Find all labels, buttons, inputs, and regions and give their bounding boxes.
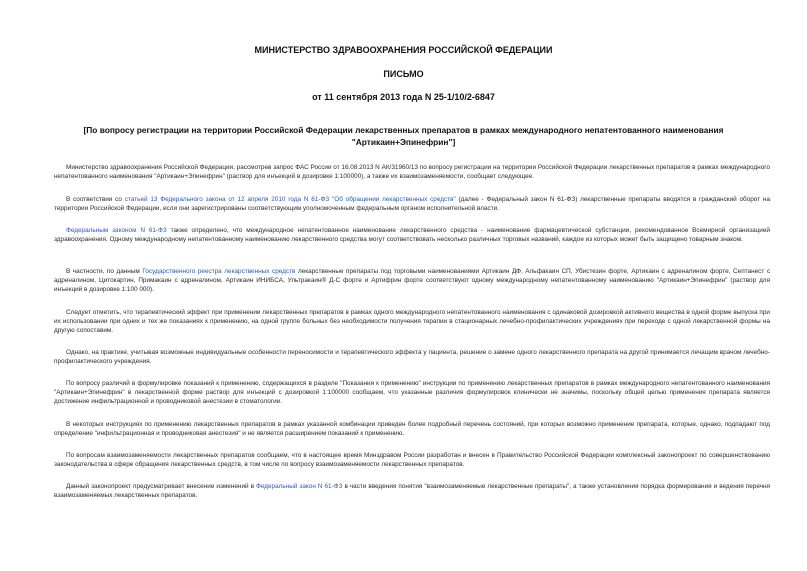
- paragraph-5: [54, 308, 770, 335]
- paragraph-4-text-a: В частности, по данным: [66, 268, 143, 275]
- paragraph-8-text: В некоторых инструкциях по применению лекарственных препаратов в рамках указанной комбинации приведен более подробный перечень состояний, при которых возможно применение препарата, которые, однако, подпадают под определение "инфильтрационная и проводниковая анестезия" и не является расширением показаний к применению.: [54, 421, 770, 437]
- paragraph-6: [54, 348, 770, 366]
- ministry-heading: МИНИСТЕРСТВО ЗДРАВООХРАНЕНИЯ РОССИЙСКОЙ ФЕДЕРАЦИИ: [254, 45, 553, 55]
- paragraph-3: [54, 226, 770, 244]
- paragraph-10-text-b: в части введения понятия "взаимозаменяемые лекарственные препараты", а также установления порядка формирования и ведения перечня взаимозаменяемых лекарственных препаратов.: [54, 483, 771, 499]
- paragraph-7-text: По вопросу различий в формулировке показаний к применению, содержащихся в разделе "Показания к применению" инструкции по применению лекарственных препаратов в рамках международного непатентованного наименования "Артикаин+Эпинефрин" в лекарственной форме раствор для инъекций с дозировкой 1:100000 сообщаем, что указанные различия формулировок клинически не значимы, поскольку общей целью применения препарата является достижение инфильтрационной и проводниковой анестезии в стоматологии.: [54, 380, 770, 405]
- federal-law-61-link-2[interactable]: Федеральный закон N 61-ФЗ: [256, 483, 343, 490]
- paragraph-4-text-b: лекарственные препараты под торговыми наименованиями Артикаин ДФ, Альфакаин СП, Убистезин форте, Артикаин с адреналином форте, Септанест с адреналином, Цитокартин, Примакаин с адреналином, Артикаин ИНИБСА, Ультракаин® Д-С форте и Артифрин форте соответствуют одному международному непатентованному наименованию "Артикаин+Эпинефрин" (раствор для инъекций в дозировке 1:100 000).: [54, 268, 771, 293]
- paragraph-5-text: Следует отметить, что терапевтический эффект при применении лекарственных препаратов в рамках одного международного непатентованного наименования с одинаковой дозировкой активного вещества в одной форме выпуска при их использовании при одних и тех же показаниях к применению, на одной группе больных без необходимости получения терапии в стационарных лечебно-профилактических учреждениях при переходе с одной лекарственной формы на другую сопоставим.: [54, 309, 770, 334]
- document-title: [По вопросу регистрации на территории Российской Федерации лекарственных препаратов в рамках международного непатентованного наименования "Артикаин+Эпинефрин"]: [83, 125, 724, 147]
- paragraph-1: [54, 163, 770, 181]
- date-number-heading: от 11 сентября 2013 года N 25-1/10/2-6847: [312, 92, 495, 102]
- paragraph-4: [54, 267, 770, 294]
- doc-type-heading: ПИСЬМО: [383, 69, 424, 79]
- paragraph-2-text-a: В соответствии со: [66, 196, 125, 203]
- paragraph-9: [54, 451, 770, 469]
- paragraph-8: [54, 420, 770, 438]
- law-article-13-link[interactable]: статьей 13 Федерального закона от 12 апреля 2010 года N 61-ФЗ "Об обращении лекарственных средств": [124, 196, 456, 203]
- paragraph-2: [54, 195, 770, 213]
- paragraph-10: [54, 482, 770, 500]
- paragraph-1-text: Министерство здравоохранения Российской Федерации, рассмотрев запрос ФАС России от 16.08.2013 N АК/31960/13 по вопросу регистрации на территории Российской Федерации лекарственных препаратов в рамках международного непатентованного наименования "Артикаин+Эпинефрин" (раствор для инъекций в дозировке 1:100000), а также их взаимозаменяемости, сообщает следующее.: [54, 164, 770, 180]
- state-drug-register-link[interactable]: Государственного реестра лекарственных средств: [142, 268, 296, 275]
- federal-law-61-link[interactable]: Федеральным законом N 61-ФЗ: [66, 227, 167, 234]
- paragraph-6-text: Однако, на практике, учитывая возможные индивидуальные особенности переносимости и терапевтического эффекта у пациента, решение о замене одного лекарственного препарата на другой принимается лечащим врачом лечебно-профилактического учреждения.: [54, 349, 770, 365]
- paragraph-2-text-b: (далее - Федеральный закон N 61-ФЗ) лекарственные препараты вводятся в гражданский оборот на территории Российской Федерации, если они зарегистрированы соответствующим уполномоченным федеральным органом исполнительной власти.: [54, 196, 770, 212]
- paragraph-10-text-a: Данный законопроект предусматривает внесение изменений в: [66, 483, 256, 490]
- paragraph-7: [54, 379, 770, 406]
- paragraph-9-text: По вопросам взаимозаменяемости лекарственных препаратов сообщаем, что в настоящее время Минздравом России разработан и внесен в Правительство Российской Федерации комплексный законопроект по совершенствованию законодательства в сфере обращения лекарственных средств, в том числе по вопросу взаимозаменяемости лекарственных препаратов.: [54, 452, 770, 468]
- paragraph-3-text-b: также определено, что международное непатентованное наименование лекарственного средства - наименование фармацевтической субстанции, рекомендованное Всемирной организацией здравоохранения. Одному международному непатентованному наименованию лекарственного средства могут соответствовать несколько различных торговых названий, каждое из которых может быть защищено товарным знаком.: [54, 227, 770, 243]
